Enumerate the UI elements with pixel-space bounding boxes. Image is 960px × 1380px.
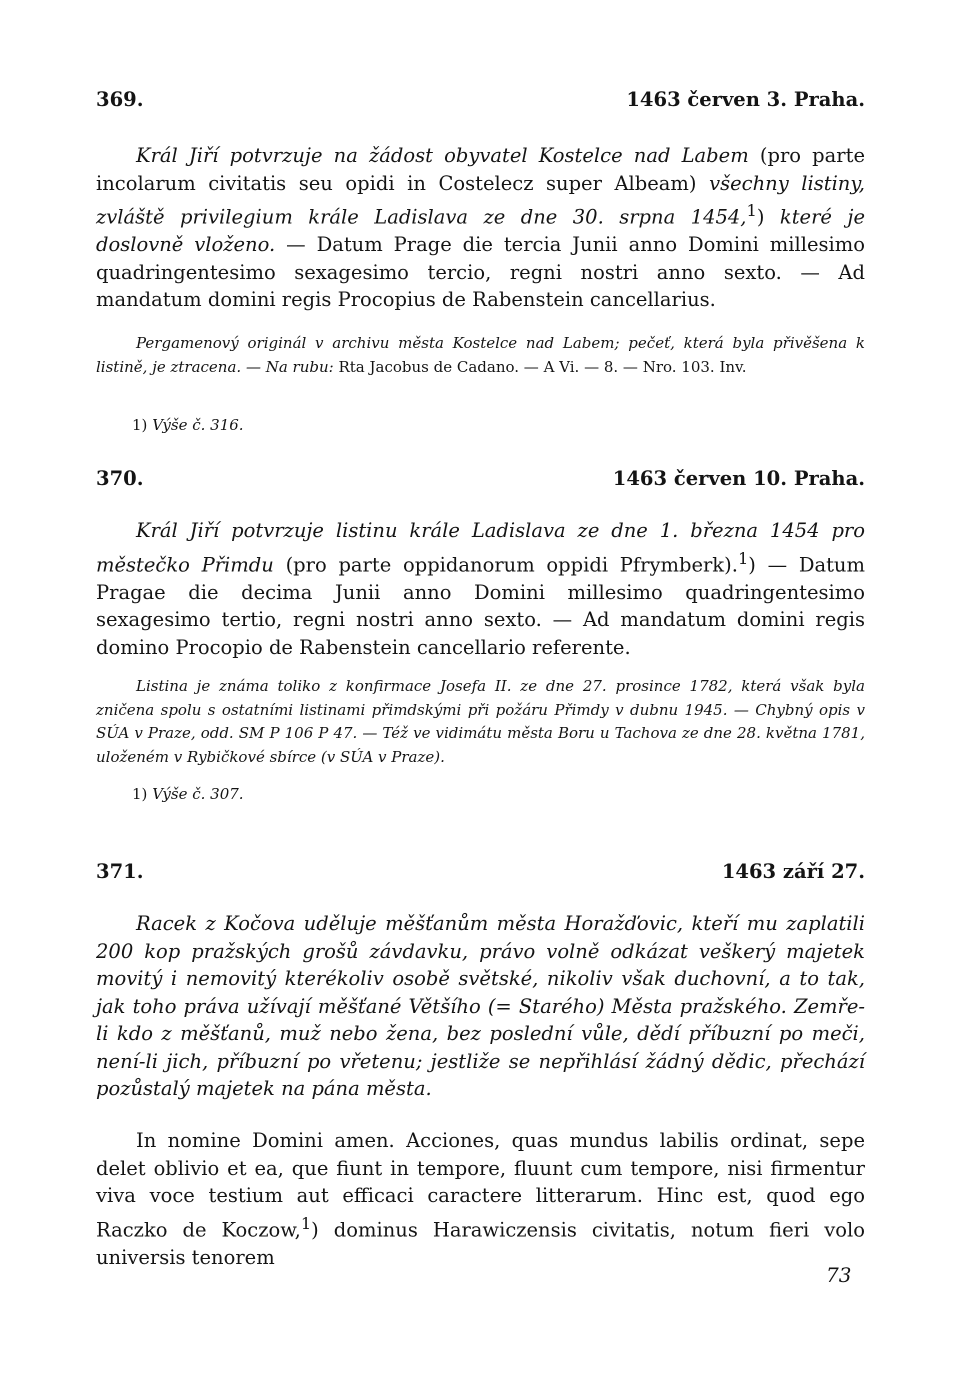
latin-text-cont: ) dominus Harawiczensis civitatis, notum fieri volo universis tenorem bbox=[96, 1218, 865, 1269]
entry-371-regest bbox=[96, 910, 865, 1103]
entry-date: 1463 červen 3. Praha. bbox=[626, 88, 865, 111]
regest: Král Jiří potvrzuje listinu krále Ladislava ze dne 1. března 1454 pro městečko Přimdu bbox=[96, 519, 865, 576]
entry-date: 1463 září 27. bbox=[721, 860, 865, 883]
entry-371-header bbox=[96, 860, 865, 884]
regest: Král Jiří potvrzuje na žádost obyvatel Kostelce nad Labem bbox=[136, 144, 749, 167]
entry-370-text bbox=[96, 517, 865, 661]
entry-369-header bbox=[96, 88, 865, 112]
entry-date: 1463 červen 10. Praha. bbox=[612, 467, 865, 490]
page-number: 73 bbox=[826, 1263, 852, 1287]
regest-end: které je doslovně vloženo. bbox=[96, 205, 865, 256]
entry-370-header bbox=[96, 467, 865, 491]
latin-text: In nomine Domini amen. Acciones, quas mundus labilis ordinat, sepe delet oblivio et ea, que fiunt in tempore, fluunt cum tempore, nisi firmentur viva voce testium aut efficaci caractere litterarum. Hinc est, quod ego Raczko de Koczow, bbox=[96, 1129, 865, 1241]
entry-369-footnote bbox=[96, 414, 901, 436]
regest: Racek z Kočova uděluje měšťanům města Horažďovic, kteří mu zaplatili 200 kop pražských grošů závdavku, právo volně odkázat veškerý majetek movitý i nemovitý kterékoliv osobě světské, nikoliv však duchovní, a to tak, jak toho práva užívají měšťané Většího (= Starého) Města pražského. Zemře-li kdo z měšťanů, muž nebo žena, bez poslední vůle, dědí příbuzní po meči, není-li jich, příbuzní po vřetenu; jestliže se nepřihlásí žádný dědic, přechází pozůstalý majetek na pána města. bbox=[96, 912, 865, 1100]
latin-phrase: (pro parte oppidanorum oppidi Pfrymberk). bbox=[285, 553, 738, 576]
latin-text: — Datum Prage die tercia Junii anno Domini millesimo quadringentesimo sexagesimo tercio, regni nostri anno sexto. — Ad mandatum domini regis Procopius de Rabenstein cancellarius. bbox=[96, 233, 866, 311]
entry-369-text: Král Jiří potvrzuje na žádost obyvatel Kostelce nad Labem (pro parte incolarum civitatis seu opidi in Costelecz super Albeam) všechny listiny, zvláště privilegium krále Ladislava ze dne 30. srpna 1454,$^1$) které je doslovně vloženo. — Datum Prage die tercia Junii anno Domini millesimo quadringentesimo sexagesimo tercio, regni nostri anno sexto. — Ad mandatum domini regis Procopius de Rabenstein cancellarius. bbox=[96, 144, 866, 311]
footnote-text: Výše č. 307. bbox=[152, 785, 244, 803]
entry-369-note bbox=[96, 332, 865, 379]
footnote-text: Výše č. 316. bbox=[152, 416, 244, 434]
source-note: Listina je známa toliko z konfirmace Josefa II. ze dne 27. prosince 1782, která však byla zničena spolu s ostatními listinami přimdskými při požáru Přimdy v dubnu 1945. — Chybný opis v SÚA v Praze, odd. SM P 106 P 47. — Též ve vidimátu města Boru u Tachova ze dne 28. května 1781, uloženém v Rybičkové sbírce (v SÚA v Praze). bbox=[96, 677, 865, 767]
entry-number: 369. bbox=[96, 88, 144, 111]
entry-370-note bbox=[96, 675, 865, 770]
regest-cont: všechny listiny, zvláště privilegium krále Ladislava ze dne 30. srpna 1454, bbox=[96, 171, 865, 229]
source-note-endorsement: Rta Jacobus de Cadano. — A Vi. — 8. — Nro. 103. Inv. bbox=[338, 357, 747, 376]
entry-371-text bbox=[96, 1127, 865, 1271]
footnote-ref: 1 bbox=[746, 201, 757, 220]
footnote-mark: 1) bbox=[132, 416, 148, 434]
latin-phrase: (pro parte incolarum civitatis seu opidi in Costelecz super Albeam) bbox=[96, 144, 865, 195]
source-note: Pergamenový originál v archivu města Kostelce nad Labem; pečeť, která byla přivěšena k listině, je ztracena. — Na rubu: bbox=[96, 334, 865, 376]
entry-number: 370. bbox=[96, 467, 144, 490]
entry-number: 371. bbox=[96, 860, 144, 883]
footnote-ref: 1 bbox=[737, 548, 749, 568]
latin-text: ) — Datum Pragae die decima Junii anno Domini millesimo quadringentesimo sexagesimo tertio, regni nostri anno sexto. — Ad mandatum domini regis domino Procopio de Rabenstein cancellario referente. bbox=[96, 553, 865, 659]
entry-370-footnote bbox=[96, 783, 901, 805]
footnote-ref: 1 bbox=[300, 1213, 312, 1233]
footnote-mark: 1) bbox=[132, 785, 148, 803]
